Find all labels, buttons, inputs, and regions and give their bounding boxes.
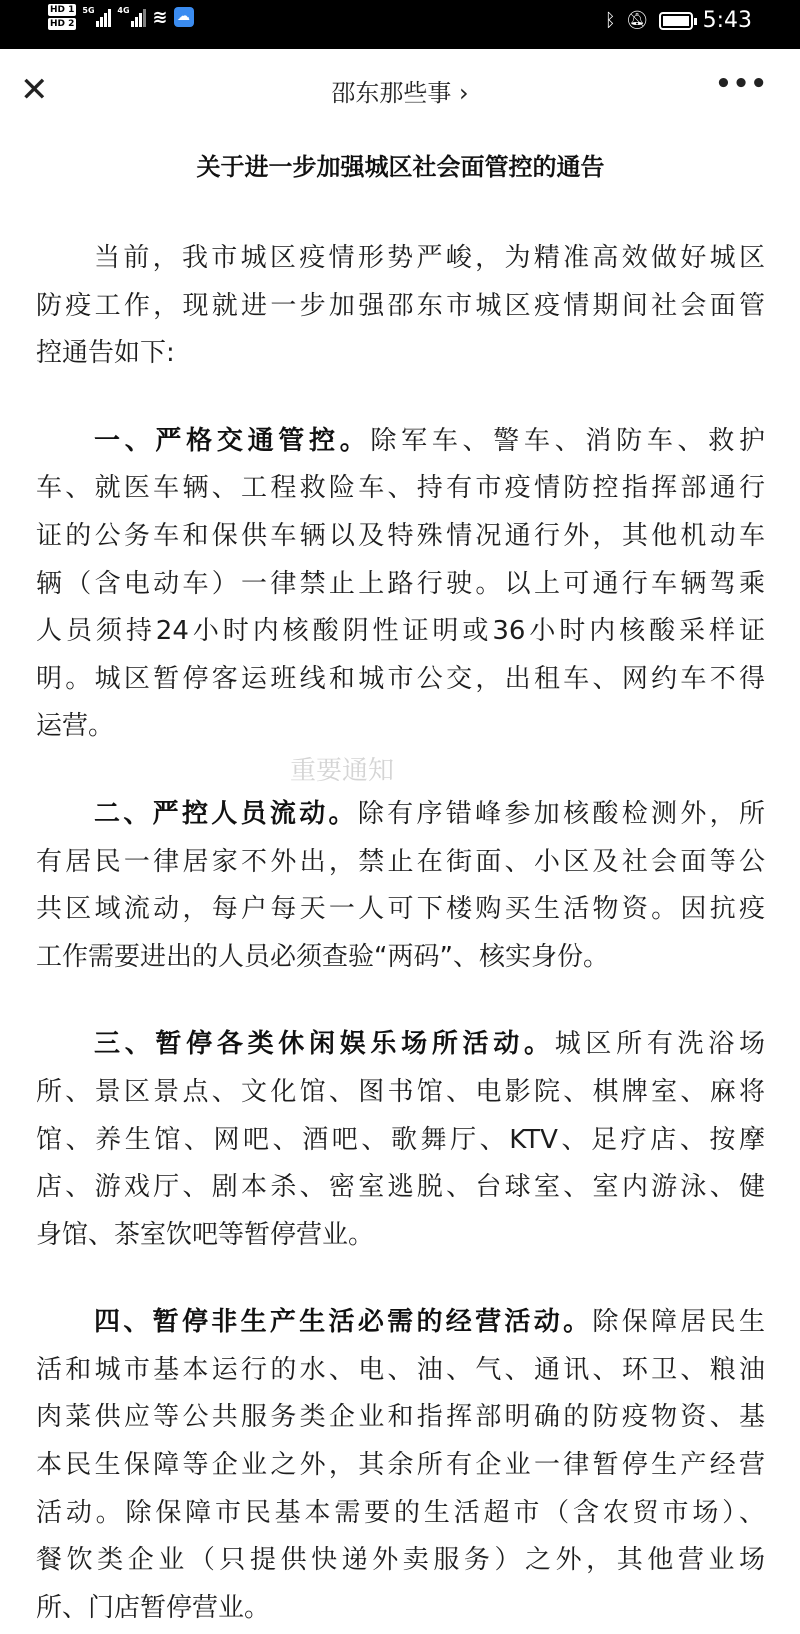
line-text: 肉菜供应等公共服务类企业和指挥部明确的防疫物资、基	[36, 1402, 765, 1433]
paragraph-line	[36, 513, 765, 561]
line-text: 人员须持24小时内核酸阴性证明或36小时内核酸采样证	[36, 616, 765, 647]
paragraph-line	[36, 1537, 765, 1585]
paragraph-line	[36, 235, 765, 283]
paragraph-line	[36, 1069, 765, 1117]
line-text: 明。城区暂停客运班线和城市公交，出租车、网约车不得	[36, 663, 765, 694]
line-text: 当前，我市城区疫情形势严峻，为精准高效做好城区	[94, 243, 765, 273]
line-text: 所、门店暂停营业。	[36, 1592, 271, 1623]
clock: 5:43	[702, 8, 752, 33]
status-left	[48, 4, 194, 30]
paragraph-line	[36, 1585, 765, 1633]
paragraph-line	[36, 1299, 765, 1347]
paragraph-line	[36, 608, 765, 656]
line-text: 有居民一律居家不外出，禁止在街面、小区及社会面等公	[36, 846, 765, 877]
paragraph-line	[36, 656, 765, 704]
account-name-link[interactable]: 邵东那些事 ›	[331, 79, 469, 107]
line-text: 运营。	[36, 711, 115, 742]
paragraph-line	[36, 1164, 765, 1212]
paragraph-line	[36, 886, 765, 934]
paragraph-line	[36, 1442, 765, 1490]
paragraph	[36, 1299, 765, 1632]
line-text: 活动。除保障市民基本需要的生活超市（含农贸市场）、	[36, 1497, 765, 1528]
line-text: 馆、养生馆、网吧、酒吧、歌舞厅、KTV、足疗店、按摩	[36, 1124, 765, 1155]
line-text: 控通告如下:	[36, 338, 175, 369]
line-text: 证的公务车和保供车辆以及特殊情况通行外，其他机动车	[36, 520, 765, 551]
line-text: 除有序错峰参加核酸检测外，所	[357, 798, 765, 829]
sim1-label: HD 1	[50, 5, 75, 15]
paragraph-line	[36, 1021, 765, 1069]
wifi-icon: ≋	[152, 6, 168, 28]
paragraph	[36, 1021, 765, 1259]
section-heading: 四、暂停非生产生活必需的经营活动。	[94, 1307, 593, 1338]
paragraph-line	[36, 330, 765, 378]
line-text: 所、景区景点、文化馆、图书馆、电影院、棋牌室、麻将	[36, 1076, 765, 1107]
paragraph-line	[36, 465, 765, 513]
line-text: 本民生保障等企业之外，其余所有企业一律暂停生产经营	[36, 1450, 765, 1481]
line-text: 店、游戏厅、剧本杀、密室逃脱、台球室、室内游泳、健	[36, 1172, 765, 1203]
signal-5g-icon	[82, 7, 111, 27]
section-heading: 一、严格交通管控。	[94, 425, 371, 456]
paragraph	[36, 791, 765, 981]
close-icon[interactable]: ✕	[20, 70, 49, 110]
status-right	[605, 8, 752, 33]
more-icon[interactable]: •••	[715, 69, 768, 99]
paragraph-line	[36, 703, 765, 751]
sim-indicators	[48, 4, 76, 30]
paragraph-line	[36, 1212, 765, 1260]
article-body	[36, 235, 765, 1632]
line-text: 除保障居民生	[592, 1307, 765, 1338]
line-text: 活和城市基本运行的水、电、油、气、通讯、环卫、粮油	[36, 1354, 765, 1385]
paragraph-line	[36, 1394, 765, 1442]
line-text: 餐饮类企业（只提供快递外卖服务）之外，其他营业场	[36, 1545, 765, 1576]
paragraph	[36, 418, 765, 751]
sim2-label: HD 2	[50, 19, 75, 29]
status-bar	[0, 0, 800, 49]
mute-bell-icon: 🔕︎	[625, 10, 649, 31]
paragraph-line	[36, 934, 765, 982]
line-text: 身馆、茶室饮吧等暂停营业。	[36, 1219, 375, 1250]
paragraph-line	[36, 561, 765, 609]
article-title: 关于进一步加强城区社会面管控的通告	[196, 153, 605, 181]
watermark: 重要通知	[290, 756, 395, 786]
line-text: 除军车、警车、消防车、救护	[370, 425, 765, 456]
nav-bar	[0, 49, 800, 133]
line-text: 辆（含电动车）一律禁止上路行驶。以上可通行车辆驾乘	[36, 568, 765, 599]
paragraph-line	[36, 1347, 765, 1395]
line-text: 城区所有洗浴场	[554, 1029, 765, 1060]
article	[36, 147, 765, 1634]
line-text: 防疫工作，现就进一步加强邵东市城区疫情期间社会面管	[36, 290, 765, 321]
signal-4g-icon	[117, 7, 146, 27]
net2-label: 4G	[117, 6, 130, 15]
line-text: 工作需要进出的人员必须查验“两码”、核实身份。	[36, 941, 609, 972]
bluetooth-icon: ᛒ	[604, 10, 616, 31]
paragraph-line	[36, 283, 765, 331]
paragraph-line	[36, 418, 765, 466]
paragraph-line	[36, 839, 765, 887]
cloud-app-icon: ☁	[174, 7, 194, 27]
battery-icon	[659, 12, 693, 30]
section-heading: 二、严控人员流动。	[94, 798, 358, 829]
paragraph-line	[36, 1490, 765, 1538]
net1-label: 5G	[82, 6, 95, 15]
line-text: 共区域流动，每户每天一人可下楼购买生活物资。因抗疫	[36, 894, 765, 925]
paragraph-line	[36, 1117, 765, 1165]
line-text: 车、就医车辆、工程救险车、持有市疫情防控指挥部通行	[36, 473, 765, 504]
paragraph-line	[36, 791, 765, 839]
section-heading: 三、暂停各类休闲娱乐场所活动。	[94, 1029, 555, 1060]
paragraph	[36, 235, 765, 378]
